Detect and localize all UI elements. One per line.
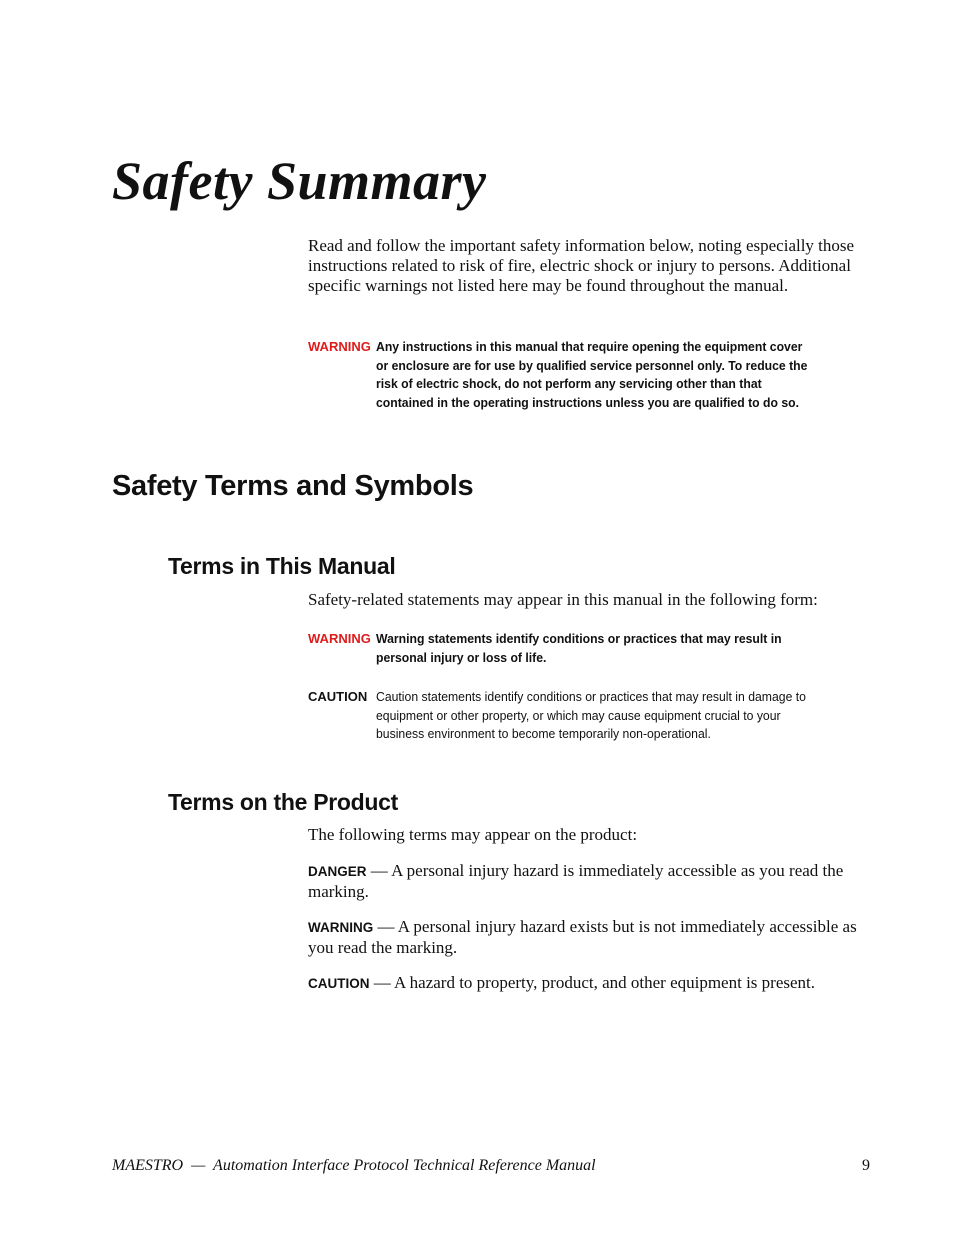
term-caution (308, 973, 873, 994)
footer-manual-title: MAESTRO — Automation Interface Protocol Technical Reference Manual (112, 1157, 596, 1174)
term-warning (308, 917, 873, 958)
warning-text: Warning statements identify conditions or practices that may result in personal injury or loss of life. (376, 631, 782, 665)
subsection-heading-product: Terms on the Product (168, 789, 398, 815)
intro-warning (308, 338, 868, 412)
caution-text: Caution statements identify conditions or practices that may result in damage to equipment or other property, or which may cause equipment crucial to your business environment to become temporarily non-operational. (376, 689, 806, 741)
warning-label: WARNING (308, 339, 371, 354)
manual-terms-intro: Safety-related statements may appear in this manual in the following form: (308, 590, 818, 609)
manual-caution (308, 688, 868, 744)
warning-label: WARNING (308, 631, 371, 646)
page-footer (112, 1157, 870, 1175)
caution-label: CAUTION (308, 976, 370, 991)
danger-label: DANGER (308, 864, 367, 879)
warning-text: Any instructions in this manual that require opening the equipment cover or enclosure are for use by qualified service personnel only. To reduce the risk of electric shock, do not perform any servicing other than that contained in the operating instructions unless you are qualified to do so. (376, 339, 808, 410)
warning-label: WARNING (308, 920, 374, 935)
intro-paragraph: Read and follow the important safety information below, noting especially those instructions related to risk of fire, electric shock or injury to persons. Additional specific warnings not listed here may be found throughout the manual. (308, 236, 855, 295)
warning-description: — A personal injury hazard exists but is not immediately accessible as you read the marking. (308, 917, 857, 957)
subsection-heading-manual: Terms in This Manual (168, 553, 396, 579)
danger-description: — A personal injury hazard is immediately accessible as you read the marking. (308, 861, 844, 901)
caution-label: CAUTION (308, 689, 368, 704)
page-number: 9 (862, 1157, 870, 1174)
manual-warning (308, 630, 868, 667)
product-terms-intro: The following terms may appear on the product: (308, 825, 638, 844)
page-title: Safety Summary (112, 151, 487, 211)
term-danger (308, 861, 873, 902)
caution-description: — A hazard to property, product, and other equipment is present. (369, 973, 816, 992)
section-heading: Safety Terms and Symbols (112, 470, 474, 502)
